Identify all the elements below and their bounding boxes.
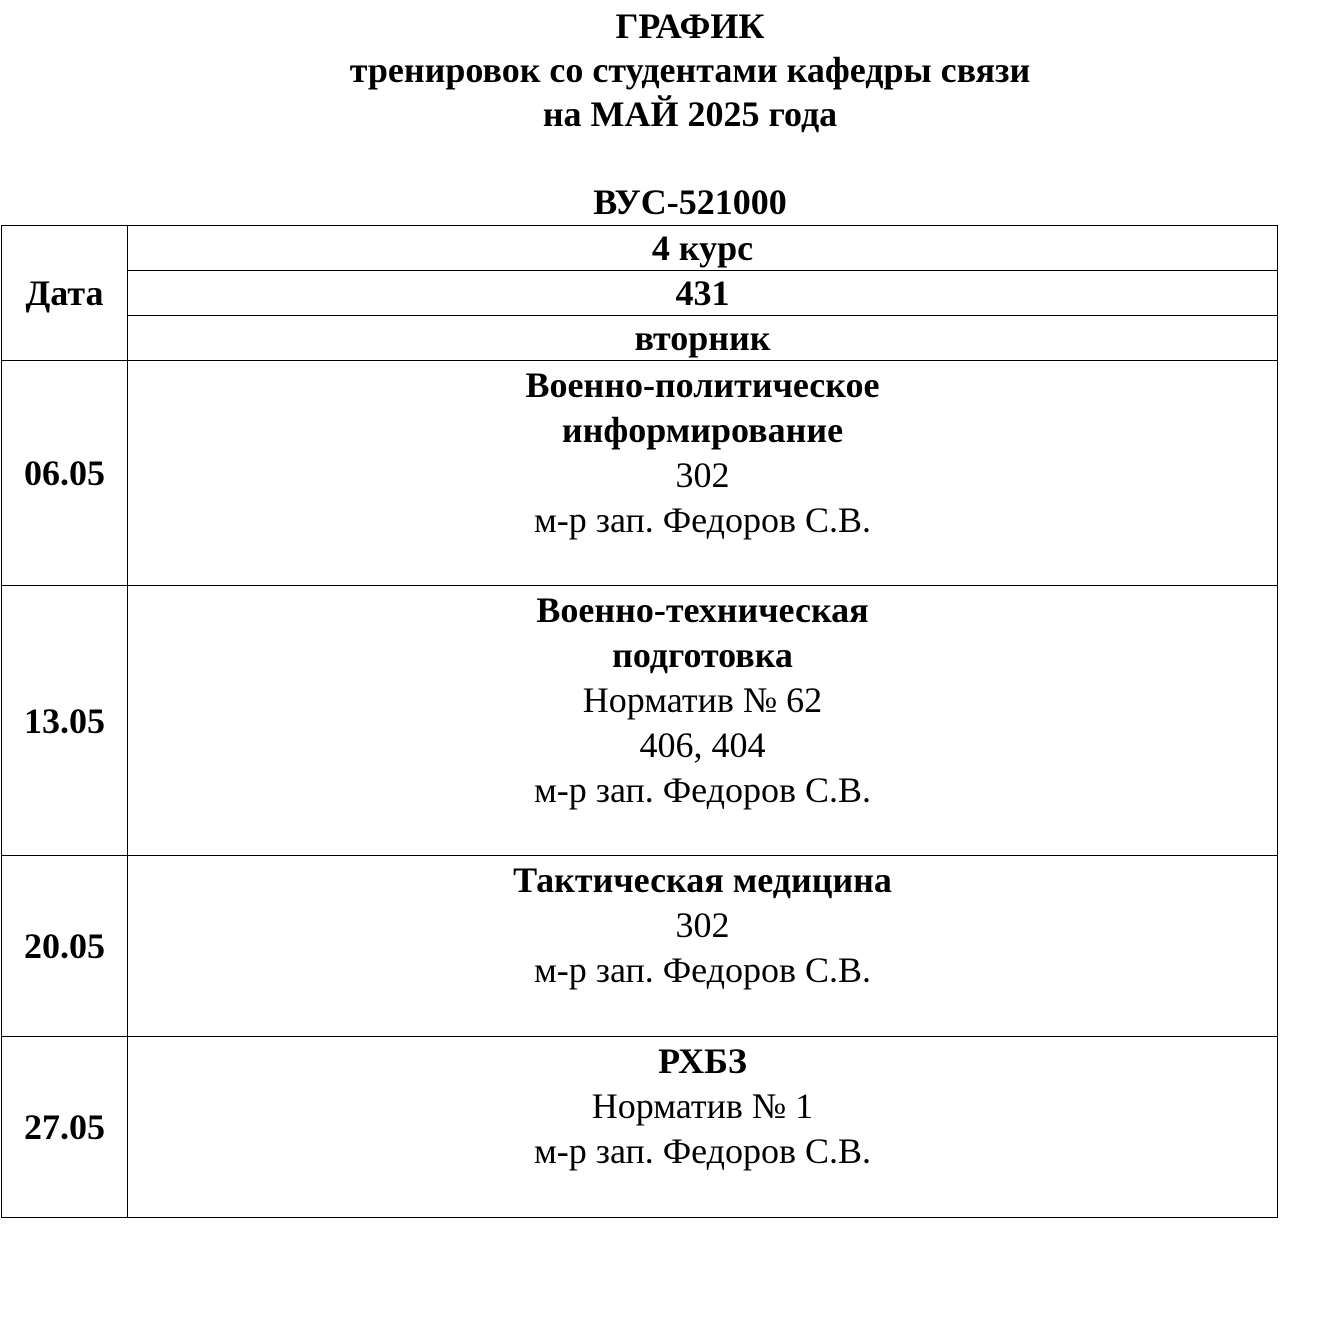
room-number: 302 — [675, 905, 730, 945]
title-line-2: тренировок со студентами кафедры связи — [349, 50, 1031, 90]
header-row-weekday — [2, 316, 1278, 361]
date-cell: 27.05 — [2, 1037, 128, 1218]
room-number: 302 — [675, 455, 730, 495]
document-title — [0, 4, 1344, 136]
standard-number: Норматив № 62 — [582, 680, 823, 720]
subject-line: РХБЗ — [658, 1041, 747, 1081]
instructor: м-р зап. Федоров С.В. — [533, 950, 872, 990]
title-line-1: ГРАФИК — [615, 6, 765, 46]
lesson-cell — [128, 1037, 1278, 1218]
date-cell: 13.05 — [2, 586, 128, 856]
date-cell: 06.05 — [2, 361, 128, 586]
schedule-table — [1, 225, 1278, 1218]
table-row — [2, 1037, 1278, 1218]
lesson-cell — [128, 586, 1278, 856]
date-column-header: Дата — [2, 226, 128, 361]
date-cell: 20.05 — [2, 856, 128, 1037]
subject-line: подготовка — [612, 635, 793, 675]
header-row-course — [2, 226, 1278, 271]
lesson-cell — [128, 856, 1278, 1037]
table-row — [2, 361, 1278, 586]
room-number: 406, 404 — [639, 725, 766, 765]
instructor: м-р зап. Федоров С.В. — [533, 1131, 872, 1171]
subject-line: Военно-политическое — [525, 365, 880, 405]
subject-line: Военно-техническая — [536, 590, 869, 630]
instructor: м-р зап. Федоров С.В. — [533, 500, 872, 540]
vus-code: ВУС-521000 — [593, 182, 787, 222]
instructor: м-р зап. Федоров С.В. — [533, 770, 872, 810]
lesson-cell — [128, 361, 1278, 586]
course-header: 4 курс — [128, 226, 1278, 271]
table-row — [2, 586, 1278, 856]
group-header: 431 — [128, 271, 1278, 316]
table-row — [2, 856, 1278, 1037]
subject-line: информирование — [561, 410, 844, 450]
standard-number: Норматив № 1 — [591, 1086, 814, 1126]
header-row-group — [2, 271, 1278, 316]
weekday-header: вторник — [128, 316, 1278, 361]
title-line-3: на МАЙ 2025 года — [542, 94, 838, 134]
subject-line: Тактическая медицина — [513, 860, 892, 900]
